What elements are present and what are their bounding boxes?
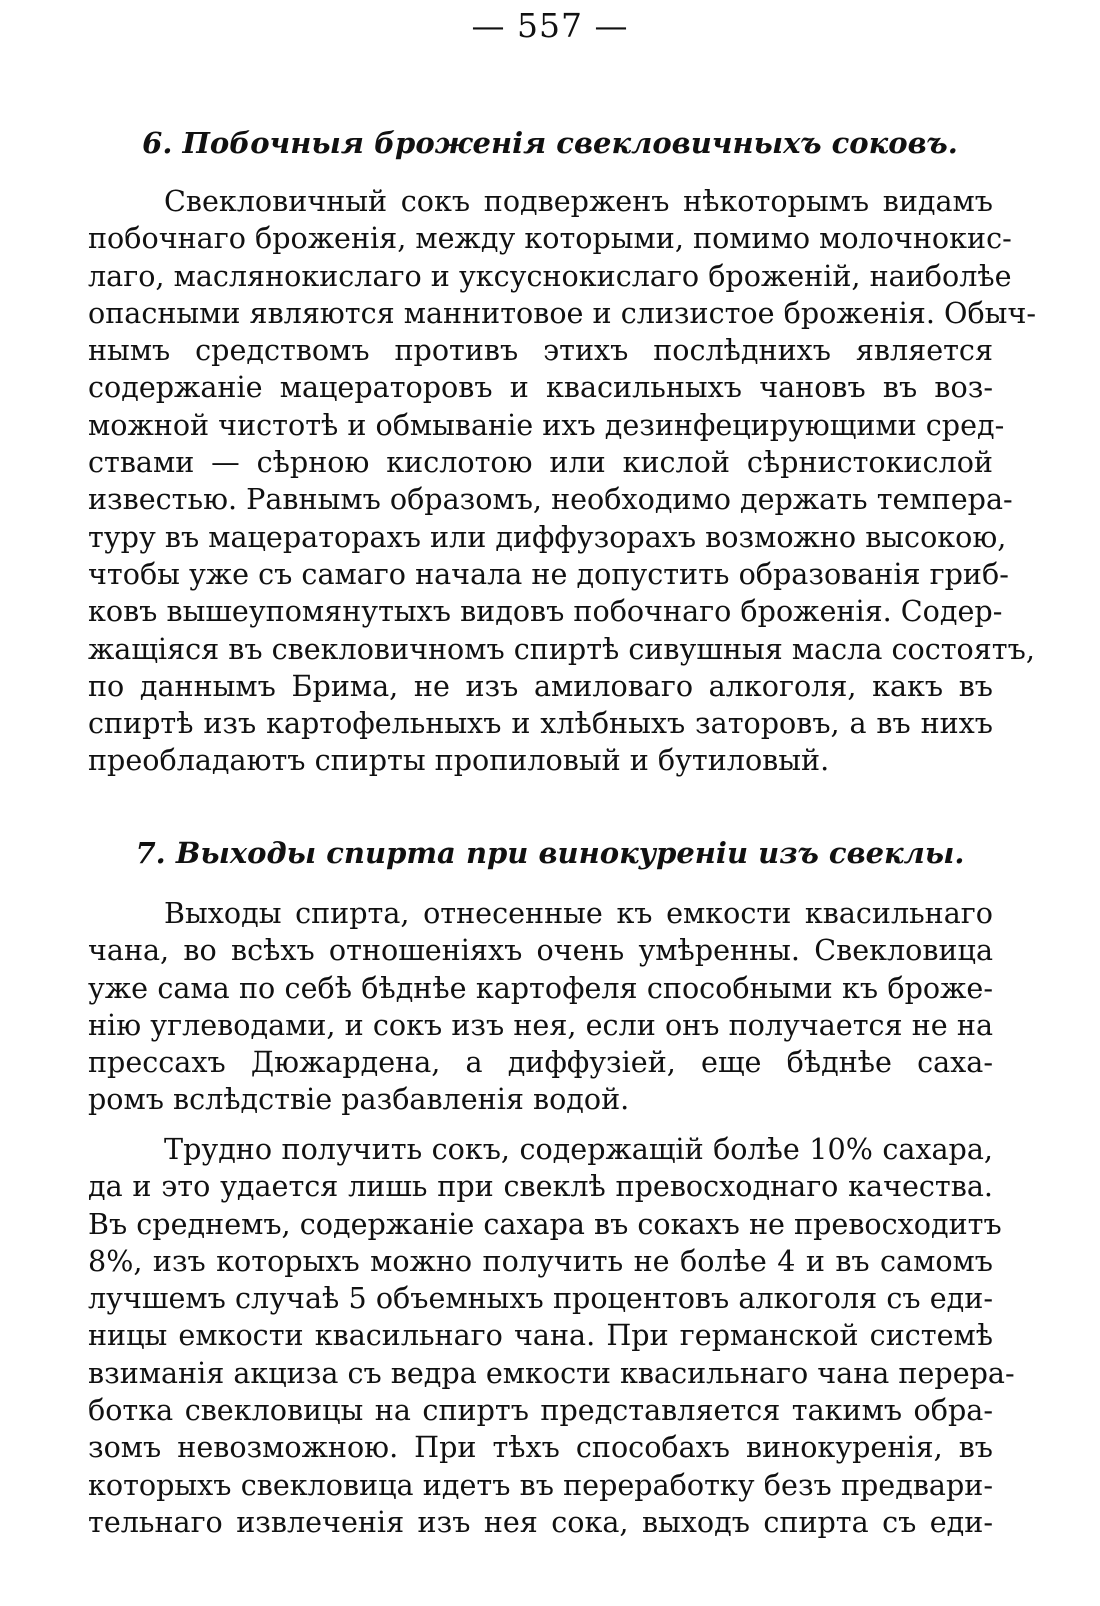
text-line: ботка свекловицы на спиртъ представляется такимъ обра-: [88, 1393, 993, 1428]
text-line: спиртѣ изъ картофельныхъ и хлѣбныхъ заторовъ, а въ нихъ: [88, 706, 993, 741]
text-line: 8%, изъ которыхъ можно получить не болѣе 4 и въ самомъ: [88, 1243, 993, 1278]
section-6-paragraph: [88, 183, 1037, 780]
page-number: — 557 —: [471, 6, 629, 45]
text-line: Въ среднемъ, содержаніе сахара въ сокахъ не превосходитъ: [88, 1206, 1002, 1241]
text-line: ствами — сѣрною кислотою или кислой сѣрнистокислой: [88, 445, 993, 480]
section-7-paragraph-2: [88, 1131, 1015, 1541]
text-line: ковъ вышеупомянутыхъ видовъ побочнаго броженія. Содер-: [88, 594, 1003, 629]
text-line: известью. Равнымъ образомъ, необходимо держать темпера-: [88, 482, 1013, 517]
text-line: жащіяся въ свекловичномъ спиртѣ сивушныя масла состоятъ,: [88, 631, 1035, 666]
text-line: побочнаго броженія, между которыми, помимо молочнокис-: [88, 221, 1012, 256]
text-line: лаго, маслянокислаго и уксуснокислаго броженій, наиболѣе: [88, 258, 1012, 293]
text-line: взиманія акциза съ ведра емкости квасильнаго чана перера-: [88, 1355, 1015, 1390]
text-line: нымъ средствомъ противъ этихъ послѣднихъ является: [88, 333, 993, 368]
text-line: Трудно получить сокъ, содержащій болѣе 10% сахара,: [164, 1132, 993, 1166]
text-line: тельнаго извлеченія изъ нея сока, выходъ спирта съ еди-: [88, 1504, 993, 1539]
text-line: зомъ невозможною. При тѣхъ способахъ винокуренія, въ: [88, 1430, 993, 1465]
text-line: чтобы уже съ самаго начала не допустить образованія гриб-: [88, 556, 1009, 591]
section-7-heading: 7. Выходы спирта при винокуреніи изъ свеклы.: [135, 836, 965, 870]
text-line: преобладаютъ спирты пропиловый и бутиловый.: [88, 743, 830, 778]
text-line: да и это удается лишь при свеклѣ превосходнаго качества.: [88, 1169, 993, 1204]
text-line: прессахъ Дюжардена, а диффузіей, еще бѣднѣе саха-: [88, 1045, 993, 1080]
text-line: чана, во всѣхъ отношеніяхъ очень умѣренны. Свекловица: [88, 933, 993, 968]
text-line: Выходы спирта, отнесенные къ емкости квасильнаго: [164, 896, 993, 930]
text-line: по даннымъ Брима, не изъ амиловаго алкоголя, какъ въ: [88, 668, 993, 703]
text-line: ницы емкости квасильнаго чана. При германской системѣ: [88, 1318, 993, 1353]
text-line: опасными являются маннитовое и слизистое броженія. Обыч-: [88, 295, 1037, 330]
text-line: нію углеводами, и сокъ изъ нея, если онъ получается не на: [88, 1007, 993, 1042]
text-line: лучшемъ случаѣ 5 объемныхъ процентовъ алкоголя съ еди-: [88, 1281, 993, 1316]
text-line: можной чистотѣ и обмываніе ихъ дезинфецирующими сред-: [88, 407, 1005, 442]
text-line: уже сама по себѣ бѣднѣе картофеля способными къ броже-: [88, 970, 993, 1005]
text-line: содержаніе мацераторовъ и квасильныхъ чановъ въ воз-: [88, 370, 993, 405]
text-line: которыхъ свекловица идетъ въ переработку безъ предвари-: [88, 1467, 993, 1502]
text-line: ромъ вслѣдствіе разбавленія водой.: [88, 1082, 630, 1117]
section-6-heading: 6. Побочныя броженія свекловичныхъ соковъ.: [142, 126, 958, 160]
text-line: Свекловичный сокъ подверженъ нѣкоторымъ видамъ: [164, 184, 993, 218]
section-7-paragraph-1: [88, 895, 993, 1119]
text-line: туру въ мацераторахъ или диффузорахъ возможно высокою,: [88, 519, 1007, 554]
